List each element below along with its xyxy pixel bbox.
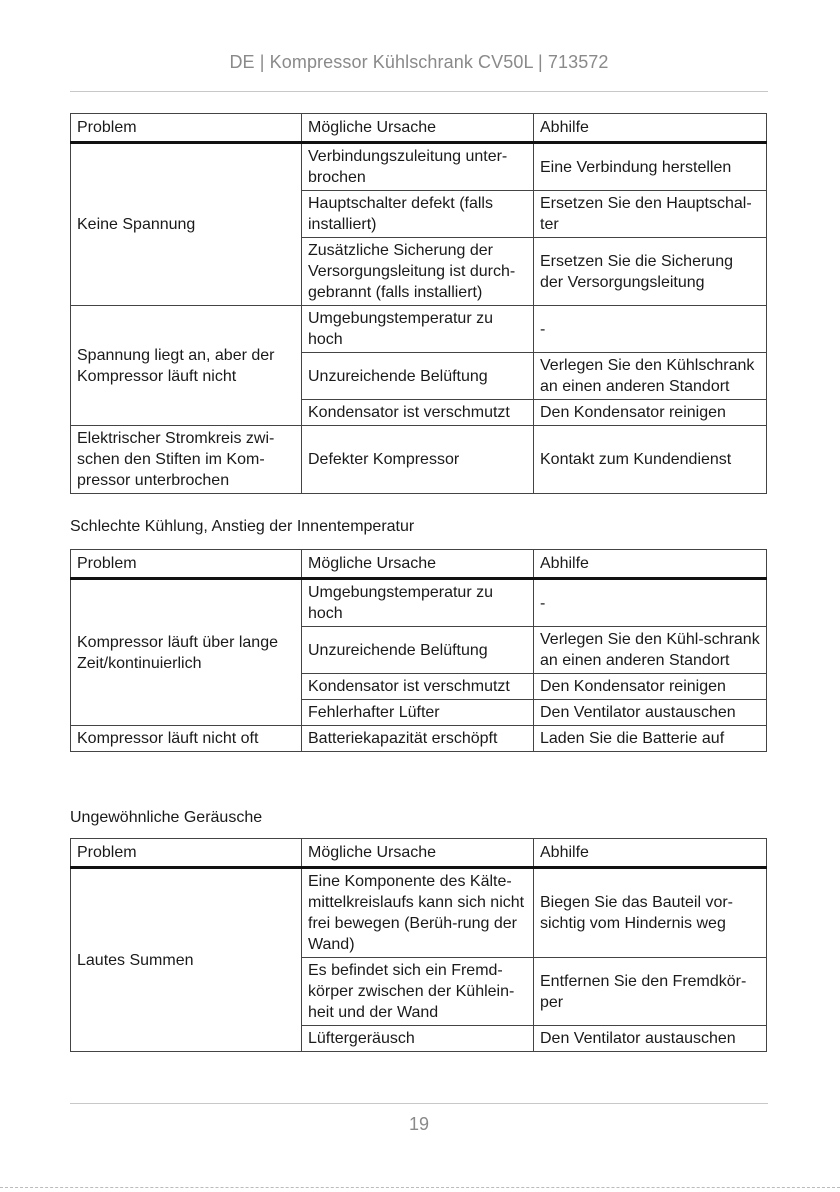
cause-cell: Unzureichende Belüftung bbox=[302, 353, 534, 400]
table-row bbox=[71, 726, 767, 752]
remedy-cell: Ersetzen Sie den Hauptschal-ter bbox=[534, 191, 767, 238]
table-row bbox=[71, 868, 767, 958]
column-header-cause: Mögliche Ursache bbox=[302, 114, 534, 143]
remedy-cell: Den Ventilator austauschen bbox=[534, 700, 767, 726]
cause-cell: Umgebungstemperatur zu hoch bbox=[302, 306, 534, 353]
remedy-cell: Verlegen Sie den Kühlschrank an einen anderen Standort bbox=[534, 353, 767, 400]
column-header-problem: Problem bbox=[71, 114, 302, 143]
cause-cell: Verbindungszuleitung unter-brochen bbox=[302, 143, 534, 191]
section-title-cooling: Schlechte Kühlung, Anstieg der Innentemperatur bbox=[70, 518, 415, 535]
page-header: DE | Kompressor Kühlschrank CV50L | 713572 bbox=[229, 52, 609, 72]
troubleshooting-table-noise bbox=[70, 838, 767, 1052]
footer-divider bbox=[70, 1103, 768, 1104]
cause-cell: Umgebungstemperatur zu hoch bbox=[302, 579, 534, 627]
problem-cell: Kompressor läuft über lange Zeit/kontinuierlich bbox=[71, 579, 302, 726]
remedy-cell: Biegen Sie das Bauteil vor-sichtig vom Hindernis weg bbox=[534, 868, 767, 958]
cause-cell: Kondensator ist verschmutzt bbox=[302, 400, 534, 426]
cause-cell: Fehlerhafter Lüfter bbox=[302, 700, 534, 726]
page-number: 19 bbox=[408, 1114, 430, 1134]
header-divider bbox=[70, 91, 768, 92]
column-header-remedy: Abhilfe bbox=[534, 839, 767, 868]
remedy-cell: - bbox=[534, 306, 767, 353]
cause-cell: Hauptschalter defekt (falls installiert) bbox=[302, 191, 534, 238]
remedy-cell: Den Ventilator austauschen bbox=[534, 1026, 767, 1052]
remedy-cell: Kontakt zum Kundendienst bbox=[534, 426, 767, 494]
column-header-remedy: Abhilfe bbox=[534, 550, 767, 579]
section-title-noise: Ungewöhnliche Geräusche bbox=[70, 809, 263, 826]
problem-cell: Elektrischer Stromkreis zwi-schen den Stiften im Kom-pressor unterbrochen bbox=[71, 426, 302, 494]
remedy-cell: Laden Sie die Batterie auf bbox=[534, 726, 767, 752]
table-row bbox=[71, 143, 767, 191]
table-header-row bbox=[71, 550, 767, 579]
problem-cell: Spannung liegt an, aber der Kompressor läuft nicht bbox=[71, 306, 302, 426]
table-header-row bbox=[71, 114, 767, 143]
cause-cell: Eine Komponente des Kälte-mittelkreislaufs kann sich nicht frei bewegen (Berüh-rung der Wand) bbox=[302, 868, 534, 958]
cause-cell: Zusätzliche Sicherung der Versorgungsleitung ist durch-gebrannt (falls installiert) bbox=[302, 238, 534, 306]
cause-cell: Es befindet sich ein Fremd-körper zwischen der Kühlein-heit und der Wand bbox=[302, 958, 534, 1026]
remedy-cell: Den Kondensator reinigen bbox=[534, 674, 767, 700]
troubleshooting-table-cooling bbox=[70, 549, 767, 752]
remedy-cell: Verlegen Sie den Kühl-schrank an einen anderen Standort bbox=[534, 627, 767, 674]
cause-cell: Batteriekapazität erschöpft bbox=[302, 726, 534, 752]
remedy-cell: - bbox=[534, 579, 767, 627]
troubleshooting-table-power bbox=[70, 113, 767, 494]
cause-cell: Lüftergeräusch bbox=[302, 1026, 534, 1052]
problem-cell: Kompressor läuft nicht oft bbox=[71, 726, 302, 752]
column-header-cause: Mögliche Ursache bbox=[302, 839, 534, 868]
column-header-problem: Problem bbox=[71, 550, 302, 579]
column-header-cause: Mögliche Ursache bbox=[302, 550, 534, 579]
problem-cell: Keine Spannung bbox=[71, 143, 302, 306]
remedy-cell: Eine Verbindung herstellen bbox=[534, 143, 767, 191]
table-header-row bbox=[71, 839, 767, 868]
remedy-cell: Ersetzen Sie die Sicherung der Versorgungsleitung bbox=[534, 238, 767, 306]
remedy-cell: Entfernen Sie den Fremdkör-per bbox=[534, 958, 767, 1026]
cause-cell: Kondensator ist verschmutzt bbox=[302, 674, 534, 700]
cause-cell: Unzureichende Belüftung bbox=[302, 627, 534, 674]
column-header-problem: Problem bbox=[71, 839, 302, 868]
page-edge-line bbox=[0, 1187, 840, 1188]
cause-cell: Defekter Kompressor bbox=[302, 426, 534, 494]
table-row bbox=[71, 579, 767, 627]
table-row bbox=[71, 306, 767, 353]
column-header-remedy: Abhilfe bbox=[534, 114, 767, 143]
problem-cell: Lautes Summen bbox=[71, 868, 302, 1052]
remedy-cell: Den Kondensator reinigen bbox=[534, 400, 767, 426]
table-row bbox=[71, 426, 767, 494]
